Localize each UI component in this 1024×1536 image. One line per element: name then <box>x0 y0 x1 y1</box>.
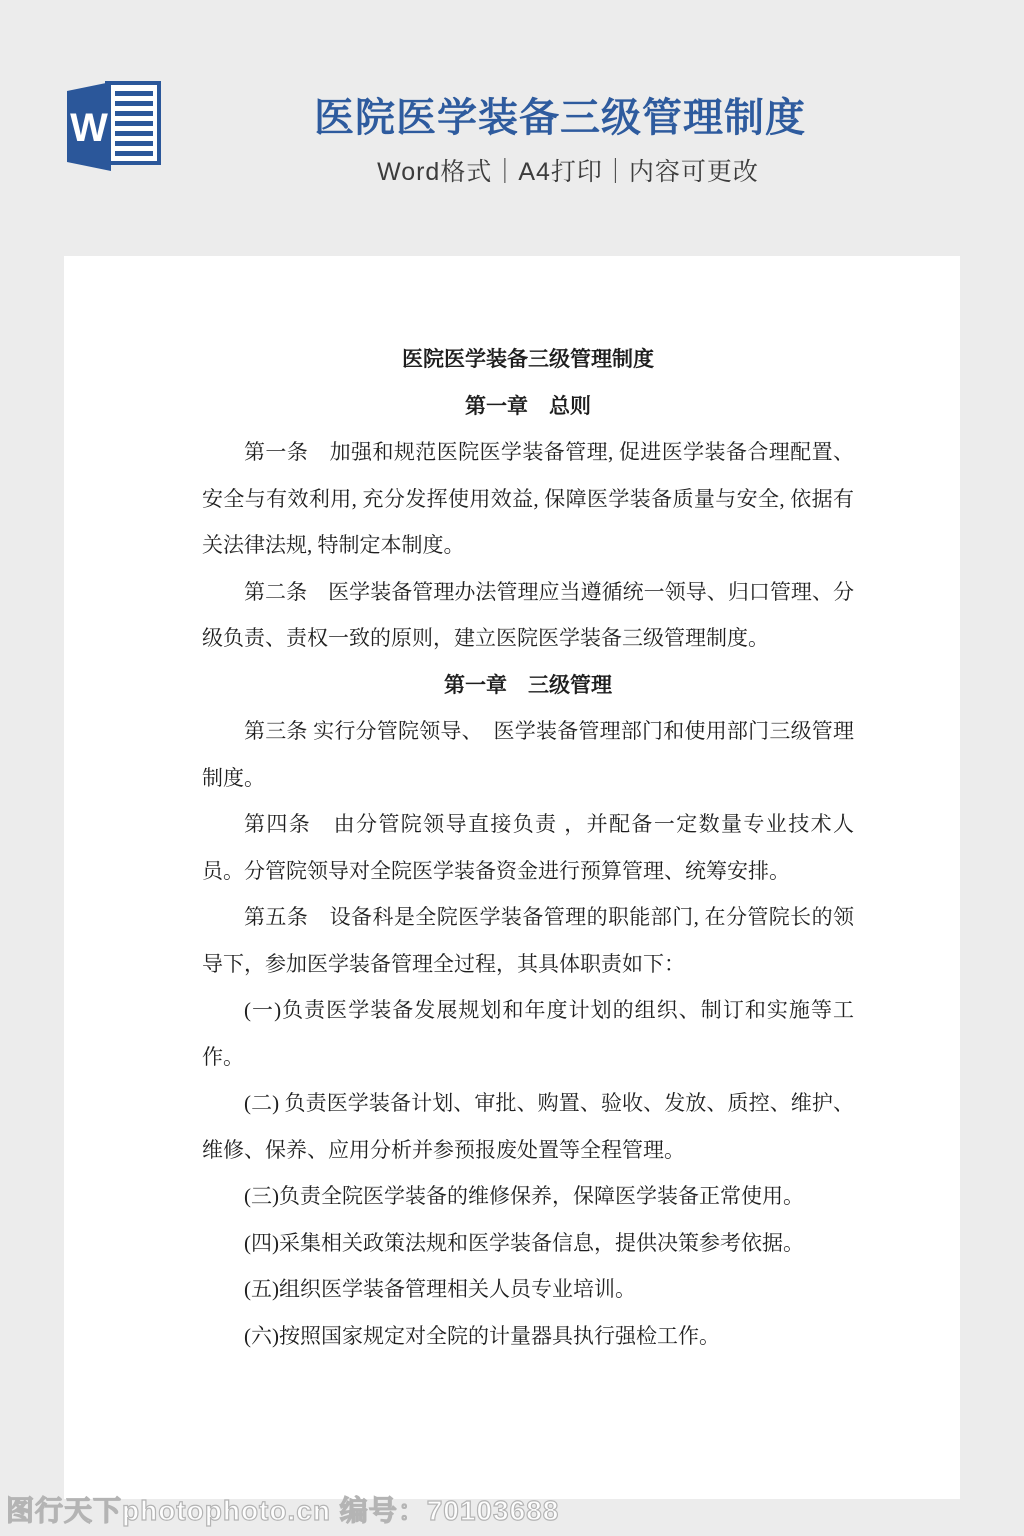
word-icon-letter: W <box>70 106 108 150</box>
doc-paragraph: 第三条 实行分管院领导、 医学装备管理部门和使用部门三级管理制度。 <box>202 719 854 790</box>
page-title: 医院医学装备三级管理制度 <box>314 96 806 140</box>
doc-paragraph: 第五条 设备科是全院医学装备管理的职能部门, 在分管院长的领导下，参加医学装备管理全过程，其具体职责如下： <box>202 905 854 976</box>
chapter-heading: 第一章 三级管理 <box>444 672 612 697</box>
word-logo-icon <box>67 78 163 175</box>
header <box>0 0 1024 256</box>
doc-paragraph: (五)组织医学装备管理相关人员专业培训。 <box>244 1277 636 1301</box>
document-content <box>64 256 960 1359</box>
watermark <box>6 1489 559 1529</box>
doc-title: 医院医学装备三级管理制度 <box>402 347 654 371</box>
word-icon <box>67 78 163 175</box>
watermark-text: 图行天下photophoto.cn 编号：70103688 <box>6 1495 560 1526</box>
doc-paragraph: (四)采集相关政策法规和医学装备信息，提供决策参考依据。 <box>244 1230 804 1255</box>
document-page <box>64 256 960 1499</box>
doc-paragraph: 第四条 由分管院领导直接负责 ，并配备一定数量专业技术人员。分管院领导对全院医学装备资金进行预算管理、统筹安排。 <box>202 812 854 883</box>
doc-paragraph: (三)负责全院医学装备的维修保养，保障医学装备正常使用。 <box>244 1184 804 1208</box>
doc-paragraph: (一)负责医学装备发展规划和年度计划的组织、制订和实施等工作。 <box>202 998 854 1069</box>
doc-paragraph: (六)按照国家规定对全院的计量器具执行强检工作。 <box>244 1323 720 1348</box>
doc-paragraph: 第二条 医学装备管理办法管理应当遵循统一领导、归口管理、分级负责、责权一致的原则，建立医院医学装备三级管理制度。 <box>202 579 854 650</box>
chapter-heading: 第一章 总则 <box>465 393 591 418</box>
doc-paragraph: (二) 负责医学装备计划、审批、购置、验收、发放、质控、维护、维修、保养、应用分析并参预报废处置等全程管理。 <box>202 1091 854 1162</box>
doc-paragraph: 第一条 加强和规范医院医学装备管理, 促进医学装备合理配置、安全与有效利用, 充分发挥使用效益, 保障医学装备质量与安全, 依据有关法律法规, 特制定本制度。 <box>202 440 854 557</box>
page-subtitle: Word格式｜A4打印｜内容可更改 <box>377 158 759 186</box>
